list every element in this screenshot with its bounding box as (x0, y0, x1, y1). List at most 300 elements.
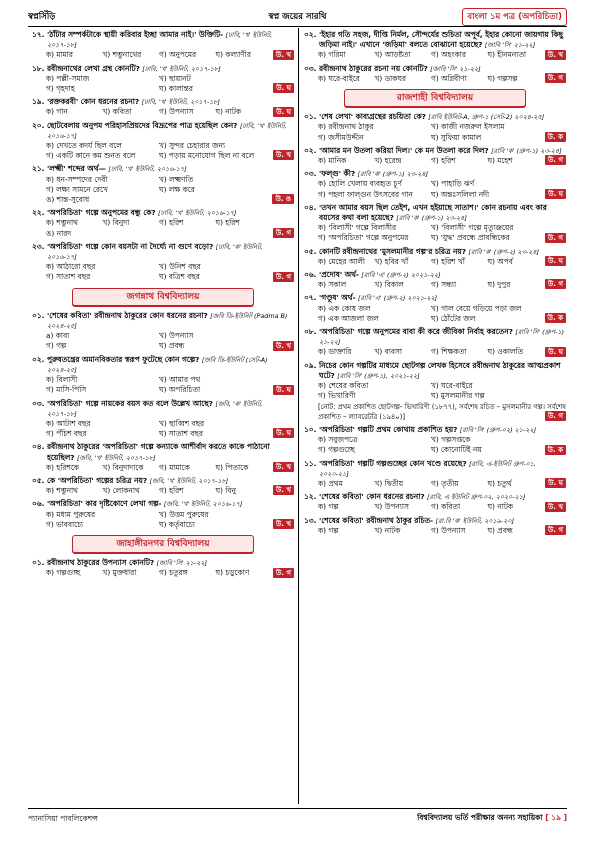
footer-rule (28, 808, 567, 809)
question (32, 64, 294, 95)
question-source: [রাবি 'ক' (গ্রুপ-১) ২৩-২৪] (357, 170, 429, 179)
left-column (32, 30, 294, 582)
question-text-block (32, 442, 294, 462)
option: ঘ) নাটক (487, 502, 514, 512)
question-text: ২২. 'অপরিচিতা' গল্পে অনুপমের বন্ধু কে? (32, 208, 156, 218)
question-source: [জাবি 'সি' ২১-২২] (156, 559, 208, 568)
options (304, 257, 566, 267)
options (304, 156, 566, 166)
page-header (28, 8, 567, 24)
option: খ) গাল বেয়ে গড়িয়ে পড়া জল (431, 303, 522, 313)
question-text: ০৫. কোনটি রবীন্দ্রনাথের 'মুসলমানীর গল্প'র চরিত্র নয়? (304, 246, 467, 256)
answer-badge: উ. ঘ (545, 347, 566, 357)
question-text-block (304, 425, 566, 435)
option: ক) দেখতে কদর্য ছিল বলে (46, 141, 122, 151)
question (304, 425, 566, 456)
answer-note: [নোট: প্রথম প্রকাশিত ছোটগল্প- ভিখারিণী (১৮৭৭), সর্বশেষ রচিত – মুসলমানীর গল্প। সর্বশেষ প্রকাশিত – ল্যাবরেটরি (১৯৪০)] (318, 402, 566, 421)
question (32, 311, 294, 352)
question-text: ০৫. কে 'অপরিচিতা' গল্পের চরিত্র নয়? (32, 475, 148, 485)
option: খ) ছায়ানট (159, 73, 191, 83)
question-source: [জবি, 'খ' ইউনিট, ২০১৬-১৭] (163, 500, 243, 509)
options (32, 175, 294, 206)
options (304, 280, 566, 290)
question-text-block (304, 169, 566, 179)
option: খ) বিনুদা (102, 218, 130, 228)
option: গ) হরিশ (159, 218, 184, 228)
question-text-block (304, 30, 566, 50)
right-column (304, 30, 566, 539)
option: ক) মধ্যম পুরুষের (46, 509, 96, 519)
question-source: [জবি, 'খ' ইউনিট, ২০১৭-১৮] (149, 476, 229, 485)
question (304, 146, 566, 166)
option: ক) এক কোষ জল (318, 303, 371, 313)
answer-badge: উ. ঘ (545, 256, 566, 266)
question-source: [রাবি 'এ' (গ্রুপ-২) ২০২১-২২] (361, 271, 441, 280)
option: খ) লোকনাথ (102, 486, 140, 496)
question-text-block (304, 459, 566, 479)
answer-badge: উ. ঘ (273, 107, 294, 117)
options (32, 218, 294, 238)
option: খ) আড়ষ্টতা (374, 50, 411, 60)
answer-badge: উ. গ (545, 73, 566, 83)
question (32, 208, 294, 239)
option: ক) মানিক (318, 156, 347, 166)
option: ঘ) কল্যাণীর (215, 50, 251, 60)
option: ঘ) সুফিয়া কামাল (431, 132, 482, 142)
answer-badge: উ. ঘ (273, 83, 294, 93)
option: ঘ) অন্তঃসলিলা নদী (431, 189, 490, 199)
option: গ) মাসি-পিসি (46, 385, 87, 395)
option: ক) হোলি খেলায় ব্যবহৃত চূর্ণ (318, 179, 402, 189)
option: খ) আমার পথ (159, 375, 201, 385)
options (304, 179, 566, 199)
option: খ) দ্বিতীয় (374, 478, 404, 488)
options (32, 419, 294, 439)
question (304, 293, 566, 324)
question-text: ১০. 'অপরিচিতা' গল্পটি প্রথম কোথায় প্রকাশিত হয়? (304, 424, 458, 434)
option: ক) গল্প (318, 502, 339, 512)
question-text-block (304, 492, 566, 502)
question-text: ১৮. রবীন্দ্রনাথের লেখা গ্রন্থ কোনটি? (32, 63, 140, 73)
option: ক) ডাক্তারি (318, 347, 352, 357)
option: গ) ভাববাচ্যে (46, 519, 84, 529)
option: গ) গল্পগুচ্ছে (318, 445, 355, 455)
question-source: [রা.বি 'ক' ইউনিট, ২০১৯-২০] (435, 516, 514, 525)
option: ক) রবীন্দ্রনাথ ঠাকুর (318, 122, 374, 132)
question-text: ০১. রবীন্দ্রনাথ ঠাকুরের উপন্যাস কোনটি? (32, 558, 155, 568)
answer-badge: উ. ক (545, 313, 566, 323)
question-text: ২১. 'লক্ষ্মী' শব্দের অর্থ— (32, 164, 106, 174)
question-text: ০১. 'শেষের কবিতা' রবীন্দ্রনাথ ঠাকুরের কোন ধরনের রচনা? (32, 310, 208, 320)
answer-badge: উ. ঘ (273, 428, 294, 438)
option: খ) শম্ভুনাথের (102, 50, 142, 60)
question-text-block (304, 516, 566, 526)
question-text-block (32, 64, 294, 74)
question (32, 399, 294, 440)
options (32, 107, 294, 117)
option: ঘ) ঠোঁটের জল (431, 313, 476, 323)
option: ক) গল্পগুচ্ছ (46, 568, 81, 578)
question-text-block (304, 293, 566, 303)
options (32, 331, 294, 351)
header-brand: স্বপ্নসিঁড়ি (28, 12, 56, 22)
question-source: [রাবি, এ ইউনিট গ্রুপ-০২, ২০২০-২১] (427, 493, 526, 502)
option: ঘ) প্রবন্ধ (487, 525, 513, 535)
question-source: [রাবি 'সি' (গ্রুপ-১) ২১-২২] (319, 328, 564, 347)
option: খ) কবিতা (102, 107, 132, 117)
option: ঘ) কর্তৃবাচ্যে (159, 519, 195, 529)
option: গ) একটি কানে কম শুনত বলে (46, 151, 136, 161)
option: গ) অনুপমের (159, 50, 197, 60)
option: খ) গল্পসপ্তকে (431, 435, 471, 445)
option: গ) হরিশ (159, 486, 184, 496)
option: ক) প্রথম (318, 478, 343, 488)
answer-badge: উ. গ (545, 233, 566, 243)
option: খ) সুন্দর চেহারার জন্য (159, 141, 226, 151)
answer-badge: উ. খ (545, 50, 566, 60)
header-rule (28, 26, 567, 27)
question-source: [ঢাবি, 'খ' ইউনিট, ২০১৬-১৭] (47, 121, 287, 140)
option: ঘ) নাটক (215, 107, 242, 117)
options (304, 223, 566, 243)
footer-publisher: প্যানাসিয়া পাবলিকেশন্স (28, 814, 98, 823)
option: গ) অগ্নিবীণা (431, 73, 467, 83)
question-source: [জাবি 'সি' ২১-২২] (430, 64, 481, 73)
question-source: [রাবি 'ক' (গ্রুপ-১) ২৩-২৪] (491, 146, 562, 155)
option: ক) আটাশ বছর (46, 418, 91, 428)
option: খ) বিনুদাদাকে (102, 462, 144, 472)
question (32, 558, 294, 578)
option: ঘ) চড়ুকোণ (215, 568, 250, 578)
options (304, 381, 566, 401)
question-text: ০২. 'ইহার গতি সহজ, দীপ্তি নির্মল, সৌন্দর্যের শুচিতা অপূর্ব, ইহার কোনো জায়গায় কিছু জড়িমা নাই।' এখানে 'জড়িমা' বলতে বোঝানো হয়েছে? (304, 30, 564, 50)
question (304, 270, 566, 290)
question-text-block (32, 208, 294, 218)
question-text: ১২. 'শেষের কবিতা' কোন ধরনের রচনা? (304, 492, 425, 502)
question (32, 164, 294, 205)
question (304, 247, 566, 267)
answer-badge: উ. ক (545, 132, 566, 142)
options (32, 262, 294, 282)
option: খ) ঘরে-বাইরে (431, 381, 473, 391)
option: ক) আঠারো বছর (46, 262, 96, 272)
question-text-block (32, 30, 294, 50)
answer-badge: উ. গ (273, 272, 294, 282)
option: ক) শেষের কবিতা (318, 381, 369, 391)
question-source: [রাবি 'ক' (গ্রুপ-২) ২৩-২৪] (468, 247, 539, 256)
option: খ) ডাকঘর (374, 73, 406, 83)
option: ক) বিলাসী (46, 375, 78, 385)
option: ঘ) দুপুর (487, 280, 511, 290)
option: ঘ) প্রবন্ধ (159, 341, 185, 351)
question (304, 459, 566, 490)
option: ঘ) কোনোটিই নয় (431, 445, 482, 455)
options (304, 122, 566, 142)
option: ক) হরিশকে (46, 462, 79, 472)
option: খ) নাটক (374, 525, 401, 535)
option: খ) পাহাড়ি ঝর্ণ (431, 179, 475, 189)
question-text-block (304, 64, 566, 74)
option: গ) এক আজলা জল (318, 313, 379, 323)
option: গ) পঁচিশ বছর (46, 429, 87, 439)
answer-badge: উ. গ (273, 228, 294, 238)
question (304, 516, 566, 536)
question-source: [রাবি 'ক' (গ্রুপ-১) ২৩-২৪] (396, 214, 467, 223)
question (32, 242, 294, 283)
options (304, 526, 566, 536)
option: ক) ধন-সম্পদের দেবী (46, 174, 108, 184)
question (304, 361, 566, 422)
question-source: [জবি ডি-ইউনিট (Padma B) ২০২৪-২৫] (47, 311, 288, 331)
option: খ) ব্যবসা (374, 347, 402, 357)
question-source: [জাবি 'সি' ২১-২২] (484, 41, 536, 50)
option: ক) গরিমা (318, 50, 346, 60)
header-subject: বাংলা ১ম পত্র (অপরিচিতা) (462, 8, 567, 26)
option: গ) গৃহদাহ (46, 84, 75, 94)
question-text: ০৩. রবীন্দ্রনাথ ঠাকুরের রচনা নয় কোনটি? (304, 63, 428, 73)
option: ঘ) ওকালতি (487, 347, 524, 357)
page-number: [ ১৯ ] (545, 813, 567, 822)
option: খ) কাজী নজরুল ইসলাম (431, 122, 505, 132)
option: খ) হবির খাঁ (374, 256, 409, 266)
question-text: ০৮. 'অপরিচিতা' গল্পে অনুপমের বাবা কী করে জীবিকা নির্বাহ করতেন? (304, 327, 513, 337)
options (32, 50, 294, 60)
question (32, 97, 294, 117)
answer-badge: উ. খ (273, 462, 294, 472)
option: ঘ) অপর্ব (487, 256, 513, 266)
section-heading: জাহাঙ্গীরনগর বিশ্ববিদ্যালয় (72, 535, 254, 553)
question-text: ০৩. 'ফল্গু' কী? (304, 169, 356, 179)
option: খ) উপন্যাস (159, 331, 194, 341)
question-source: [ঢাবি, 'খ' ইউনিট, ২০১৭-১৮] (142, 64, 221, 73)
question-text: ০২. পুরুষতন্ত্রের অমানবিকতার স্বরূপ ফুটেছে কোন গল্পে? (32, 354, 200, 364)
question (304, 492, 566, 512)
question-source: [রাবি 'সি' (গ্রুপ-১), ২০২১-২২] (337, 371, 420, 380)
answer-badge: উ. গ (545, 525, 566, 535)
question-text: ১৩. 'শেষের কবিতা' রবীন্দ্রনাথ ঠাকুর রচিত- (304, 515, 434, 525)
footer-tagline-text: বিশ্ববিদ্যালয় ভর্তি পরীক্ষার অনন্য সহায়িকা (417, 813, 543, 822)
option: গ) সন্ধ্যা (431, 280, 457, 290)
section-heading: রাজশাহী বিশ্ববিদ্যালয় (344, 89, 526, 107)
question-text: ০৬. 'অপরিচিতা' কার দৃষ্টিকোণে লেখা গল্প- (32, 499, 162, 509)
option: গ) উপন্যাস (431, 525, 466, 535)
answer-badge: উ. খ (273, 150, 294, 160)
option: গ) গল্প (46, 341, 67, 351)
answer-badge: উ. গ (545, 411, 566, 421)
question-text-block (304, 203, 566, 223)
option: ঘ) সাতাশ বছর (159, 429, 203, 439)
option: ক) মেহের আলী (318, 256, 366, 266)
question (304, 30, 566, 61)
option: খ) মুক্তধারা (102, 568, 137, 578)
question-source: [রাবি ইউনিট-A, গ্রুপ-১ (সেট-2) ২০২৪-২৫] (428, 113, 545, 122)
question (32, 355, 294, 396)
option: a) কাব্য (46, 331, 70, 341)
question-text-block (304, 247, 566, 257)
question-text-block (32, 97, 294, 107)
question-text-block (32, 558, 294, 568)
question-text: ০১. 'শেষ লেখা' কাব্যগ্রন্থের রচয়িতা কে? (304, 112, 426, 122)
answer-badge: উ. খ (273, 50, 294, 60)
option: ক) গল্প (318, 525, 339, 535)
option: ঘ) 'যুদ্ধ' প্রবন্ধে প্রাবন্ধিকের (431, 233, 510, 243)
answer-badge: উ. ঘ (545, 189, 566, 199)
question (32, 499, 294, 530)
question-source: [রাবি 'এ' (গ্রুপ-২) ২০২১-২২] (357, 294, 438, 303)
question (304, 169, 566, 200)
question-source: [জবি, 'খ' ইউনিট, ২০১৭-১৮] (76, 453, 156, 462)
answer-badge: উ. ঘ (273, 385, 294, 395)
question-source: [ঢাবি, 'খ' ইউনিট, ২০১৭-১৮] (47, 31, 273, 50)
question-text-block (32, 242, 294, 262)
options (32, 463, 294, 473)
options (304, 479, 566, 489)
question (32, 442, 294, 473)
option: ঘ) বিনু (215, 486, 236, 496)
question (32, 121, 294, 162)
question-text: ১৯. 'রক্তকরবী' কোন ধরনের রচনা? (32, 97, 140, 107)
options (304, 502, 566, 512)
footer-tagline (417, 813, 567, 825)
answer-badge: উ. ক (545, 445, 566, 455)
question-text-block (304, 146, 566, 156)
question-source: [জবি, 'ক' ইউনিট, ২০১৭-১৮] (47, 399, 263, 418)
option: ক) মামার (46, 50, 73, 60)
question-source: [রাবি, এ-ইউনিট গ্রুপ-০১, ২০২০-২১] (319, 459, 536, 478)
option: ঘ) অপরিচিতা (159, 385, 201, 395)
question-text-block (32, 311, 294, 331)
option: ঘ) মহেশ (487, 156, 513, 166)
option: গ) অহংকার (431, 50, 466, 60)
option: গ) হরিশ খাঁ (431, 256, 465, 266)
question (32, 476, 294, 496)
answer-badge: উ. খ (545, 502, 566, 512)
option: গ) শিক্ষকতা (431, 347, 467, 357)
options (32, 510, 294, 530)
option: খ) ছাব্বিশ বছর (159, 418, 205, 428)
answer-badge: উ. ঙ (272, 194, 294, 204)
option: খ) উপন্যাস (374, 502, 409, 512)
answer-badge: উ. খ (273, 519, 294, 529)
option: ঘ) পড়ায় মনোযোগ ছিল না বলে (159, 151, 255, 161)
option: খ) 'বিলাসী' গল্পে মৃত্যুঞ্জয়ের (431, 223, 514, 233)
option: ঘ) গল্পসল্প (487, 73, 518, 83)
option: ক) সকাল (318, 280, 347, 290)
options (32, 141, 294, 161)
question (32, 30, 294, 61)
answer-badge: উ. গ (273, 568, 294, 578)
option: ঘ) হরিশ (215, 218, 240, 228)
option: খ) বিকাল (374, 280, 404, 290)
option: ঙ) নারদ (46, 228, 72, 238)
question-source: [ঢাবি, 'ক' ইউনিট, ২০১৬-১৭] (47, 242, 263, 262)
question-source: [ঢাবি, 'খ' ইউনিট, ২০১৭-১৮] (141, 98, 220, 107)
question-source: [ঢাবি, 'খ' ইউনিট, ২০১৬-১৭] (108, 165, 187, 174)
option: ঘ) হীনমন্যতা (487, 50, 527, 60)
question-text: ০২. 'আমার মন উতলা করিয়া দিল।' কে মন উতলা করে দিল? (304, 145, 489, 155)
option: ক) পল্লী-সমাজ (46, 73, 90, 83)
option: ঘ) কালান্তর (159, 84, 193, 94)
question-text-block (304, 361, 566, 381)
header-tagline: স্বপ্ন জয়ের সারথি (268, 12, 327, 22)
question-text: ০৭. 'গণ্ডূষ' অর্থ- (304, 293, 356, 303)
options (32, 375, 294, 395)
question (304, 64, 566, 84)
question (304, 203, 566, 244)
option: গ) ভিখারিণী (318, 391, 356, 401)
options (304, 74, 566, 84)
option: ক) 'বিলাসী' গল্পে বিলাসীর (318, 223, 397, 233)
option: ঙ) শান্ত-সুবোধ (46, 195, 90, 205)
answer-badge: উ. গ (545, 155, 566, 165)
option: গ) 'অপরিচিতা' গল্পে অনুপমের (318, 233, 409, 243)
option: ক) শম্ভুনাথ (46, 486, 78, 496)
option: ঘ) পিতাকে (215, 462, 249, 472)
answer-badge: উ. খ (273, 485, 294, 495)
question-source: [জবি ডি-ইউনিট (সেট-A) ২০২৪-২৫] (47, 355, 268, 374)
question-text-block (304, 327, 566, 347)
question-text: ০৪. রবীন্দ্রনাথ ঠাকুরের 'অপরিচিতা' গল্পে কন্যাকে আশীর্বাদ করতে কাকে পাঠানো হয়েছিল? (32, 442, 270, 462)
question (304, 112, 566, 143)
options (304, 50, 566, 60)
option: গ) পহলা ফাল্গুন উৎসবের গান (318, 189, 413, 199)
question-text: ১১. 'অপরিচিতা' গল্পটি গল্পগুচ্ছের কোন খণ্ডে রয়েছে? (304, 458, 467, 468)
question-text-block (32, 499, 294, 509)
question-text: ০৩. 'অপরিচিতা' গল্পে নায়কের বয়স কত বলে উল্লেখ আছে? (32, 398, 213, 408)
option: গ) জসীমউদ্দীন (318, 132, 364, 142)
option: গ) তৃতীয় (431, 478, 459, 488)
options (32, 486, 294, 496)
option: খ) লক্ষ্মণতি (159, 174, 194, 184)
question-text: ২৩. 'অপরিচিতা' গল্পে কোন বয়সটা না দৈর্ঘ্যে না গুণে বড়ো? (32, 241, 214, 251)
option: গ) কবিতা (431, 502, 461, 512)
option: খ) হরেন্দ্র (374, 156, 402, 166)
answer-badge: উ. খ (273, 341, 294, 351)
question-text-block (304, 270, 566, 280)
question-text-block (32, 121, 294, 141)
option: গ) লক্ষ্য সামনে রেখে (46, 184, 108, 194)
option: গ) মামাকে (159, 462, 190, 472)
option: ক) গান (46, 107, 68, 117)
option: ঘ) লক্ষ করে (159, 184, 195, 194)
option: খ) উত্তম পুরুষের (159, 509, 209, 519)
option: খ) উনিশ বছর (159, 262, 201, 272)
question-source: [রাবি 'সি' (গ্রুপ-০২) ২১-২২] (459, 425, 537, 434)
question-source: [ঢাবি, 'খ' ইউনিট, ২০১৬-১৭] (158, 209, 237, 218)
question (304, 327, 566, 358)
option: ঘ) চতুর্থ (487, 478, 512, 488)
option: গ) হরিশ (431, 156, 456, 166)
answer-badge: উ. গ (545, 279, 566, 289)
question-text: ০৬. 'প্রদোষ' অর্থ- (304, 270, 359, 280)
options (32, 74, 294, 94)
options (32, 568, 294, 578)
column-divider (298, 28, 299, 804)
question-text-block (32, 355, 294, 375)
option: ক) শম্ভুনাথ (46, 218, 78, 228)
section-heading: জগন্নাথ বিশ্ববিদ্যালয় (72, 288, 254, 306)
question-text-block (32, 164, 294, 174)
option: গ) চতুরঙ্গ (159, 568, 188, 578)
options (304, 347, 566, 357)
option: ঘ) বত্রিশ বছর (159, 272, 200, 282)
option: গ) উপন্যাস (159, 107, 194, 117)
options (304, 304, 566, 324)
question-text-block (32, 476, 294, 486)
question-text: ০৯. নিচের কোন গল্পটির মাধ্যমে ছোটগল্প লেখক হিসেবে রবীন্দ্রনাথ ঠাকুরের আত্মপ্রকাশ ঘটে? (304, 360, 561, 380)
question-text: ২০. ছোটবেলায় অনুপম পরিহাসপ্রিয়দের বিদ্রূপের পাত্র হয়েছিল কেন? (32, 120, 238, 130)
options (304, 435, 566, 455)
